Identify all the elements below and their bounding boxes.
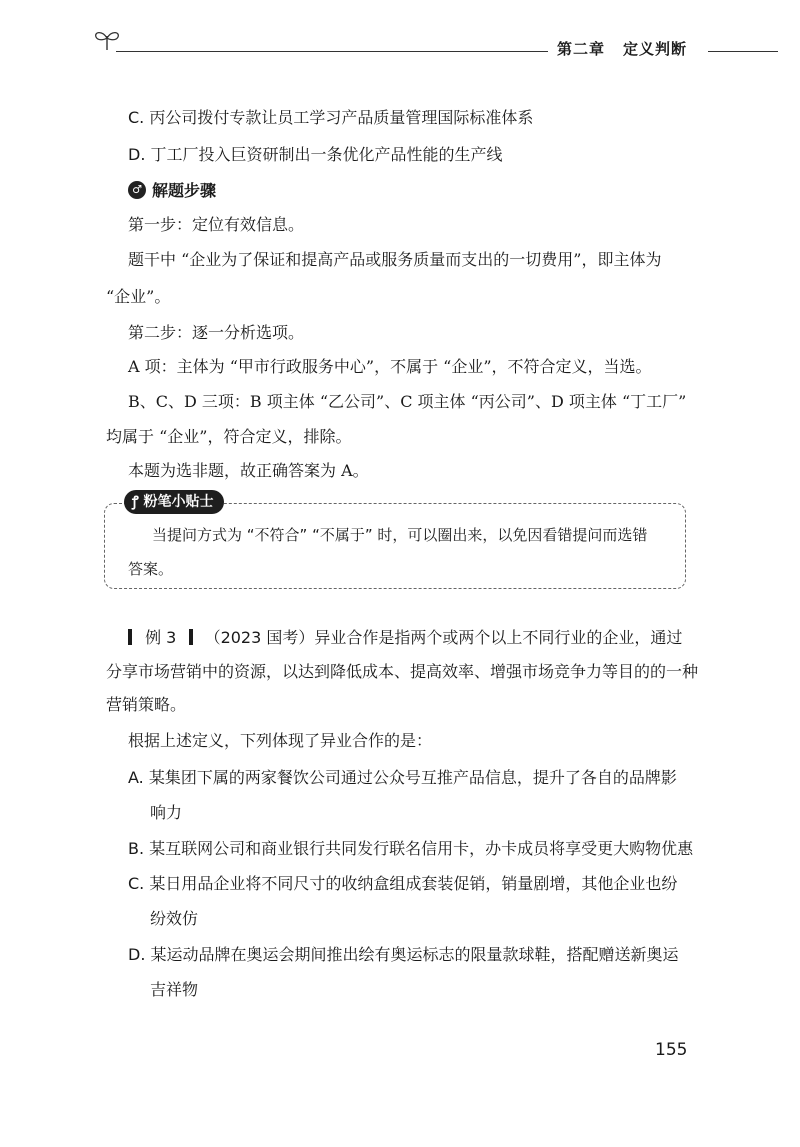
solution-title-text: 解题步骤 [152,181,217,200]
option-c-cont: 纷效仿 [150,909,199,928]
example-question: 根据上述定义，下列体现了异业合作的是： [128,731,433,750]
solution-line: 均属于 “企业”，符合定义，排除。 [106,427,352,446]
solution-line: “企业”。 [106,287,171,306]
solution-line: 第一步：定位有效信息。 [128,215,305,234]
example-bar-left [128,629,132,645]
example-label: 例 3 [145,628,177,647]
sprout-icon [92,28,122,52]
example-line: 分享市场营销中的资源，以达到降低成本、提高效率、增强市场竞争力等目的的一种 [106,662,699,681]
option-c-prev: C. 丙公司拨付专款让员工学习产品质量管理国际标准体系 [128,108,534,127]
tip-line: 当提问方式为 “不符合” “不属于” 时，可以圈出来，以免因看错提问而选错 [152,526,648,544]
option-b: B. 某互联网公司和商业银行共同发行联名信用卡，办卡成员将享受更大购物优惠 [128,839,694,858]
solution-line: 第二步：逐一分析选项。 [128,323,305,342]
tip-label-text: 粉笔小贴士 [143,494,214,510]
tip-label [124,490,224,514]
option-d-prev: D. 丁工厂投入巨资研制出一条优化产品性能的生产线 [128,145,503,164]
solution-line: A 项：主体为 “甲市行政服务中心”，不属于 “企业”，不符合定义，当选。 [128,357,652,376]
example-bar-right [189,629,193,645]
example-heading [128,625,682,648]
solution-line: 本题为选非题，故正确答案为 A。 [128,461,369,480]
option-a-cont: 响力 [150,803,183,822]
option-d: D. 某运动品牌在奥运会期间推出绘有奥运标志的限量款球鞋，搭配赠送新奥运 [128,945,679,964]
example-line: （2023 国考）异业合作是指两个或两个以上不同行业的企业，通过 [204,628,683,647]
header-rule-left [116,51,548,52]
example-line: 营销策略。 [106,695,187,714]
header-rule-right [708,51,778,52]
option-c: C. 某日用品企业将不同尺寸的收纳盒组成套装促销，销量剧增，其他企业也纷 [128,874,678,893]
option-a: A. 某集团下属的两家餐饮公司通过公众号互推产品信息，提升了各自的品牌影 [128,768,677,787]
solution-line: B、C、D 三项：B 项主体 “乙公司”、C 项主体 “丙公司”、D 项主体 “丁工厂” [128,392,687,411]
tip-sprout-icon: ꝭ [132,494,139,510]
option-d-cont: 吉祥物 [150,980,199,999]
tip-box [104,503,686,589]
solution-title [128,178,216,201]
tip-line: 答案。 [128,560,174,578]
solution-line: 题干中 “企业为了保证和提高产品或服务质量而支出的一切费用”，即主体为 [128,250,662,269]
solution-icon: ♂ [128,181,146,199]
chapter-header [557,38,687,59]
chapter-title: 定义判断 [623,40,688,58]
page-number: 155 [655,1040,688,1060]
chapter-number: 第二章 [557,40,606,58]
